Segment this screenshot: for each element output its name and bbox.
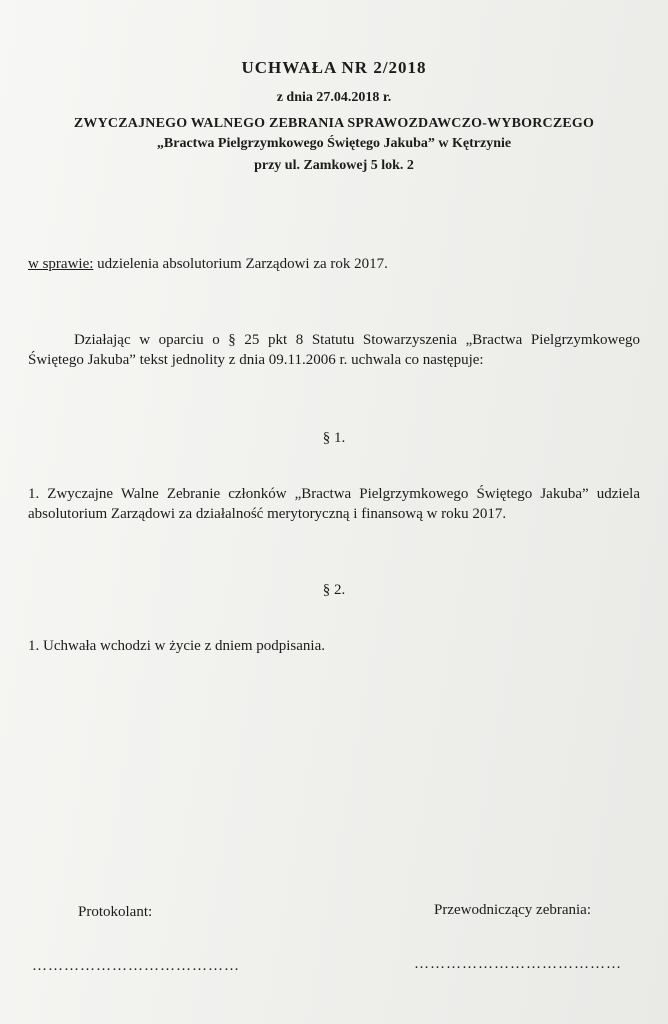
intro-paragraph: Działając w oparciu o § 25 pkt 8 Statutu Stowarzyszenia „Bractwa Pielgrzymkowego Świętego Jakuba” tekst jednolity z dnia 09.11.2006 r. uchwala co następuje: (28, 332, 640, 368)
subject-line (28, 256, 388, 273)
subject-text: udzielenia absolutorium Zarządowi za rok 2017. (93, 256, 388, 272)
recorder-signature-line: ………………………………… (32, 958, 240, 974)
recorder-label: Protokolant: (78, 904, 153, 920)
organization-address: przy ul. Zamkowej 5 lok. 2 (254, 158, 414, 173)
subject-label: w sprawie: (28, 256, 94, 272)
section-2-heading: § 2. (322, 582, 346, 598)
section-1-text: 1. Zwyczajne Walne Zebranie członków „Bractwa Pielgrzymkowego Świętego Jakuba” udziela absolutorium Zarządowi za działalność merytoryczną i finansową w roku 2017. (28, 486, 640, 522)
resolution-title: UCHWAŁA NR 2/2018 (241, 58, 427, 77)
section-2-text: 1. Uchwała wchodzi w życie z dniem podpisania. (28, 638, 325, 654)
organization-name: „Bractwa Pielgrzymkowego Świętego Jakuba” w Kętrzynie (156, 136, 512, 151)
assembly-name: ZWYCZAJNEGO WALNEGO ZEBRANIA SPRAWOZDAWCZO-WYBORCZEGO (73, 116, 595, 131)
chairman-label: Przewodniczący zebrania: (434, 902, 591, 918)
chairman-signature-line: ………………………………… (414, 956, 622, 972)
resolution-date: z dnia 27.04.2018 r. (276, 90, 392, 105)
section-1-heading: § 1. (322, 430, 346, 446)
